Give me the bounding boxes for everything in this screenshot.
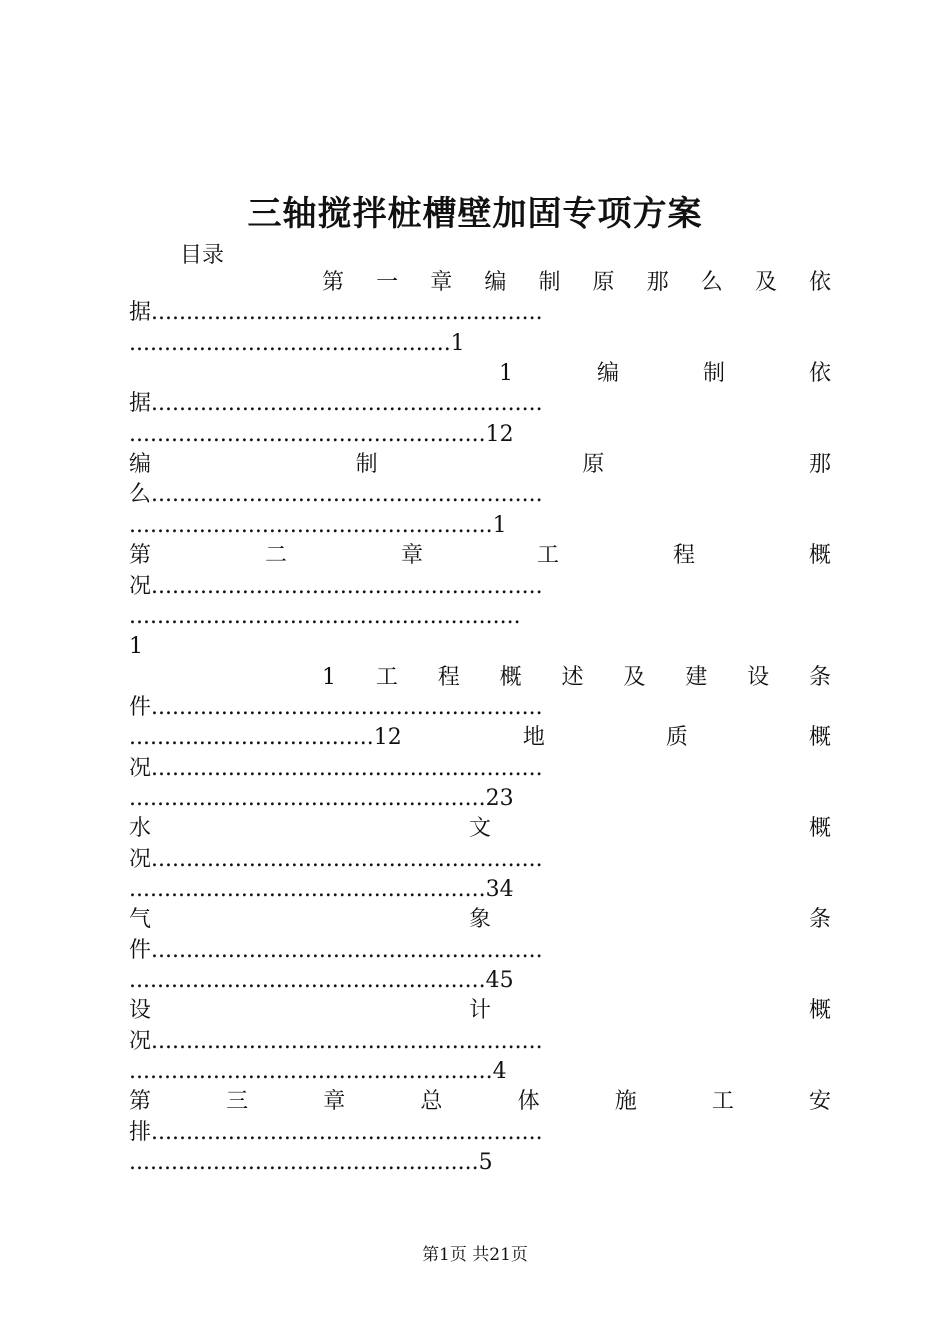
toc-char: 么 [700, 270, 723, 295]
toc-leader-line: ....................................................1 [129, 512, 507, 538]
toc-char: 原 [582, 452, 605, 478]
toc-char: 条 [808, 664, 831, 690]
toc-char: 文 [468, 816, 491, 842]
toc-line [129, 1087, 831, 1117]
toc-char: 编 [596, 361, 619, 387]
toc-leader-line: 排........................................................ [129, 1119, 543, 1145]
toc-leader-line: 件........................................................ [129, 694, 543, 720]
toc-char: 及 [623, 664, 646, 690]
toc-char: 原 [592, 270, 615, 295]
toc-char: 1 [322, 664, 336, 690]
toc-char: 计 [468, 998, 491, 1024]
toc-char: 象 [468, 907, 491, 933]
toc-char: 地 [522, 725, 545, 751]
toc-char: 章 [400, 543, 423, 569]
toc-line [129, 996, 831, 1026]
toc-line [129, 905, 831, 935]
toc-char: 那 [646, 270, 669, 295]
toc-line [129, 450, 831, 480]
toc-leader-line: 况........................................................ [129, 846, 543, 872]
toc-char: 程 [437, 664, 460, 690]
toc-leader-line: 么........................................................ [129, 482, 543, 508]
toc-leader-line: ...................................................45 [129, 968, 514, 994]
page-footer: 第1页 共21页 [422, 1245, 528, 1265]
toc-char: 工 [536, 543, 559, 569]
toc-char: 概 [808, 543, 831, 569]
toc-char: 总 [420, 1089, 443, 1115]
toc-line [129, 268, 831, 298]
toc-char: 第 [129, 1089, 152, 1115]
toc-leader-line: ..............................................1 [129, 330, 465, 356]
toc-char: 制 [538, 270, 561, 295]
toc-leader-line: ........................................................ [129, 603, 521, 629]
toc-char: 概 [808, 816, 831, 842]
toc-leader-line: ...................................................34 [129, 877, 514, 902]
toc-leader-line: 况........................................................ [129, 573, 543, 599]
toc-leader-line: ....................................................4 [129, 1059, 507, 1085]
toc-char: 第 [322, 270, 345, 295]
toc-leader-line: 况........................................................ [129, 755, 543, 781]
toc-leader-line: ...................................................12 [129, 421, 514, 447]
toc-char: 编 [484, 270, 507, 295]
toc-char: 章 [430, 270, 453, 295]
toc-char: ...................................12 [129, 725, 402, 751]
toc-leader-line: 况........................................................ [129, 1028, 543, 1054]
toc-line [129, 814, 831, 844]
toc-char: 概 [808, 725, 831, 751]
toc-char: 编 [129, 452, 152, 478]
document-title: 三轴搅拌桩槽壁加固专项方案 [247, 194, 703, 234]
toc-char: 及 [754, 270, 777, 295]
toc-char: 依 [808, 270, 831, 295]
toc-char: 概 [499, 664, 522, 690]
toc-char: 制 [702, 361, 725, 387]
toc-label: 目录 [180, 243, 225, 268]
toc-leader-line: ...................................................23 [129, 785, 514, 811]
toc-char: 述 [561, 664, 584, 690]
toc-char: 水 [129, 816, 152, 842]
toc-line [129, 663, 831, 693]
toc-char: 二 [264, 543, 287, 569]
toc-char: 建 [685, 664, 708, 690]
toc-char: 1 [499, 361, 513, 387]
toc-char: 程 [672, 543, 695, 569]
toc-leader-line: 件........................................................ [129, 937, 543, 963]
toc-char: 工 [375, 664, 398, 690]
toc-char: 制 [355, 452, 378, 478]
toc-char: 一 [376, 270, 399, 295]
toc-char: 施 [614, 1089, 637, 1115]
toc-char: 安 [808, 1089, 831, 1115]
toc-line [129, 723, 831, 753]
toc-leader-line: 据........................................................ [129, 300, 543, 326]
toc-char: 质 [665, 725, 688, 751]
toc-char: 设 [129, 998, 152, 1024]
toc-char: 三 [226, 1089, 249, 1115]
toc-char: 章 [323, 1089, 346, 1115]
toc-char: 第 [129, 543, 152, 569]
toc-char: 依 [808, 361, 831, 387]
toc-char: 气 [129, 907, 152, 933]
toc-char: 设 [747, 664, 770, 690]
toc-line [129, 359, 831, 389]
toc-leader-line: 据........................................................ [129, 391, 543, 417]
toc-char: 工 [711, 1089, 734, 1115]
toc-char: 那 [808, 452, 831, 478]
toc-line [129, 541, 831, 571]
toc-char: 体 [517, 1089, 540, 1115]
toc-leader-line: 1 [129, 634, 143, 660]
toc-char: 条 [808, 907, 831, 933]
toc-char: 概 [808, 998, 831, 1024]
toc-leader-line: ..................................................5 [129, 1150, 493, 1176]
